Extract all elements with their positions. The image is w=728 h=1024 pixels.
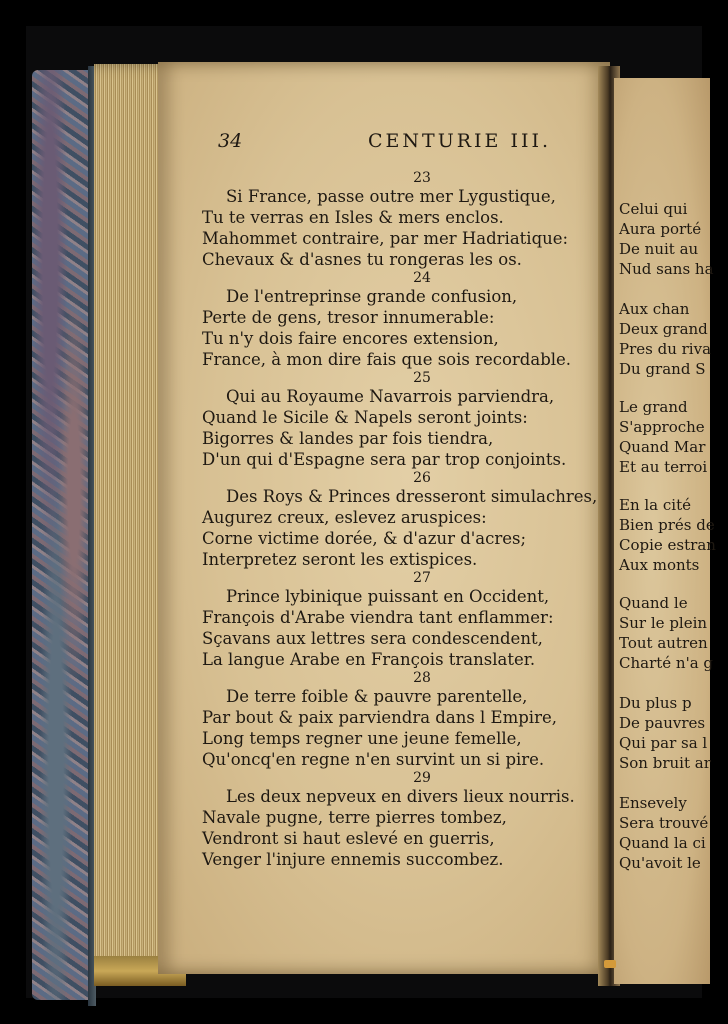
quatrain-27	[202, 570, 602, 670]
verse-line: De terre foible & pauvre parentelle,	[226, 687, 528, 706]
next-page-line: Qui par sa l	[619, 734, 708, 752]
next-page-line: Du plus p	[619, 694, 692, 712]
verse-line: Tu n'y dois faire encores extension,	[202, 329, 499, 348]
ribbon-bookmark	[604, 960, 616, 968]
quatrain-23	[202, 170, 602, 270]
quatrain-number: 23	[413, 170, 431, 186]
next-page-line: Sur le plein	[619, 614, 708, 632]
left-page	[158, 62, 610, 974]
next-page-line: Deux grand	[619, 320, 708, 338]
verse-line: Sçavans aux lettres sera condescendent,	[202, 629, 543, 648]
verse-line: Perte de gens, tresor innumerable:	[202, 308, 495, 327]
verse-line: Tu te verras en Isles & mers enclos.	[202, 208, 504, 227]
quatrain-number: 27	[413, 570, 431, 586]
verse-line: Qu'oncq'en regne n'en survint un si pire.	[202, 750, 545, 769]
quatrain-number: 26	[413, 470, 431, 486]
verse-line: Vendront si haut eslevé en guerris,	[202, 829, 495, 848]
quatrain-28	[202, 670, 602, 770]
verse-line: Chevaux & d'asnes tu rongeras les os.	[202, 250, 522, 269]
next-page-line: Celui qui	[619, 200, 688, 218]
verse-line: Si France, passe outre mer Lygustique,	[226, 187, 556, 206]
verse-line: D'un qui d'Espagne sera par trop conjoints.	[202, 450, 567, 469]
verse-line: François d'Arabe viendra tant enflammer:	[202, 608, 554, 627]
next-page-line: Le grand	[619, 398, 688, 416]
verse-line: Des Roys & Princes dresseront simulachres,	[226, 487, 598, 506]
next-page-line: Du grand S	[619, 360, 706, 378]
verse-line: Par bout & paix parviendra dans l Empire,	[202, 708, 557, 727]
verse-line: Bigorres & landes par fois tiendra,	[202, 429, 494, 448]
quatrain-number: 24	[413, 270, 431, 286]
next-page-line: Bien prés de	[619, 516, 715, 534]
next-page-line: En la cité	[619, 496, 691, 514]
next-page-line: Pres du riva	[619, 340, 712, 358]
next-page-line: S'approche	[619, 418, 705, 436]
verse-line: Prince lybinique puissant en Occident,	[226, 587, 550, 606]
next-page-line: Aux chan	[619, 300, 690, 318]
next-page-line: De pauvres	[619, 714, 706, 732]
page-header	[218, 130, 638, 160]
right-page-fragment	[614, 78, 716, 984]
verse-line: Venger l'injure ennemis succombez.	[202, 850, 504, 869]
verse-line: Les deux nepveux en divers lieux nourris.	[226, 787, 575, 806]
verse-line: Augurez creux, eslevez aruspices:	[202, 508, 487, 527]
verse-line: De l'entreprinse grande confusion,	[226, 287, 518, 306]
next-page-line: Charté n'a g	[619, 654, 714, 672]
verse-line: Interpretez seront les extispices.	[202, 550, 478, 569]
next-page-line: Ensevely	[619, 794, 687, 812]
next-page-line: Son bruit ar	[619, 754, 711, 772]
verse-line: Corne victime dorée, & d'azur d'acres;	[202, 529, 527, 548]
quatrain-24	[202, 270, 602, 370]
verse-line: Qui au Royaume Navarrois parviendra,	[226, 387, 555, 406]
page-number: 34	[218, 130, 243, 152]
next-page-line: Qu'avoit le	[619, 854, 701, 872]
verse-line: Mahommet contraire, par mer Hadriatique:	[202, 229, 569, 248]
next-page-line: Copie estran	[619, 536, 716, 554]
verse-line: France, à mon dire fais que sois recordable.	[202, 350, 572, 369]
quatrain-number: 29	[413, 770, 431, 786]
next-page-line: Quand la ci	[619, 834, 706, 852]
next-page-line: Quand Mar	[619, 438, 706, 456]
quatrain-29	[202, 770, 602, 870]
quatrain-number: 28	[413, 670, 431, 686]
verse-line: Long temps regner une jeune femelle,	[202, 729, 522, 748]
next-page-line: Sera trouvé	[619, 814, 709, 832]
next-page-line: Tout autren	[619, 634, 708, 652]
verse-line: La langue Arabe en François translater.	[202, 650, 536, 669]
marbled-cover	[32, 70, 92, 1000]
quatrain-number: 25	[413, 370, 431, 386]
next-page-line: Quand le	[619, 594, 688, 612]
verse-line: Navale pugne, terre pierres tombez,	[202, 808, 507, 827]
page-photograph	[26, 26, 716, 998]
verse-line: Quand le Sicile & Napels seront joints:	[202, 408, 528, 427]
next-page-line: Et au terroi	[619, 458, 708, 476]
quatrain-26	[202, 470, 602, 570]
next-page-line: Nud sans ha	[619, 260, 714, 278]
next-page-line: Aux monts	[619, 556, 700, 574]
running-title: CENTURIE III.	[368, 130, 551, 152]
quatrain-25	[202, 370, 602, 470]
next-page-line: De nuit au	[619, 240, 699, 258]
next-page-line: Aura porté	[619, 220, 702, 238]
